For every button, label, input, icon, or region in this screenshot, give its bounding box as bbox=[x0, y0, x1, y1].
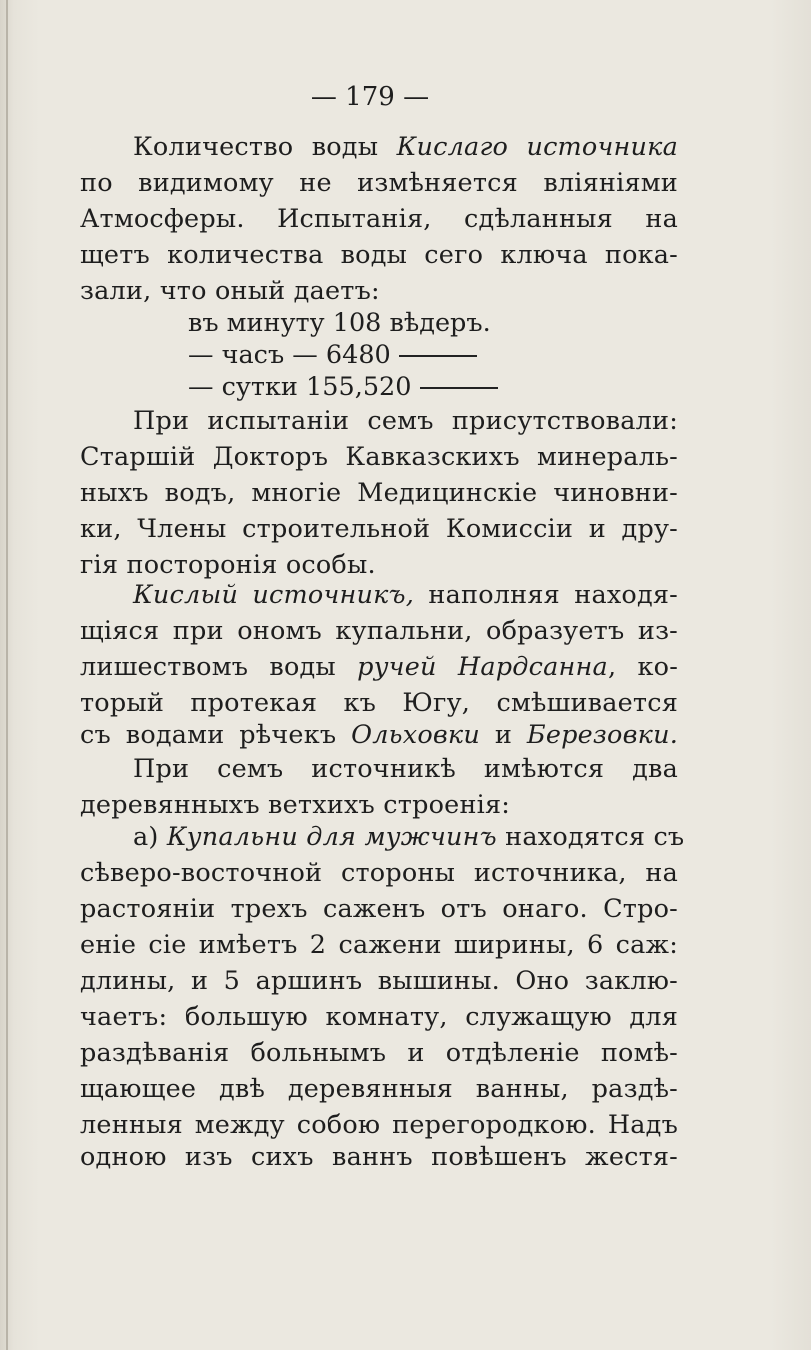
italic-text: Купальни для мужчинъ bbox=[166, 822, 497, 852]
text-line: гія посторонія особы. bbox=[80, 550, 376, 580]
text-line: ныхъ водъ, многіе Медицинскіе чиновни- bbox=[80, 478, 678, 508]
page-number: — 179 — bbox=[310, 82, 430, 112]
text-span: , ко- bbox=[607, 652, 679, 682]
text-span: и bbox=[479, 720, 527, 750]
text-line bbox=[133, 578, 678, 612]
text-line bbox=[133, 820, 685, 854]
text-line: щетъ количества воды сего ключа пока- bbox=[80, 240, 678, 270]
text-line: раздѣванія больнымъ и отдѣленіе помѣ- bbox=[80, 1038, 678, 1068]
text-span: находятся съ bbox=[496, 822, 685, 852]
yield-row-minute bbox=[188, 306, 491, 340]
italic-text: Кислый источникъ, bbox=[133, 580, 415, 610]
ditto-dash bbox=[399, 355, 477, 357]
italic-text: Кислаго источника bbox=[396, 132, 678, 162]
text-line: торый протекая къ Югу, смѣшивается bbox=[80, 688, 678, 718]
text-line: щіяся при ономъ купальни, образуетъ из- bbox=[80, 616, 678, 646]
yield-row-hour bbox=[188, 338, 477, 372]
text-line: еніе сіе имѣетъ 2 сажени ширины, 6 саж: bbox=[80, 930, 678, 960]
yield-row-text: — сутки 155,520 bbox=[188, 372, 412, 402]
yield-row-text: въ минуту 108 вѣдеръ. bbox=[188, 308, 491, 338]
text-line: сѣверо-восточной стороны источника, на bbox=[80, 858, 678, 888]
text-line: При семъ источникѣ имѣются два bbox=[133, 754, 678, 784]
ditto-dash bbox=[420, 387, 498, 389]
text-line: чаетъ: большую комнату, служащую для bbox=[80, 1002, 678, 1032]
italic-text: ручей Нардсанна bbox=[357, 652, 608, 682]
text-line: по видимому не измѣняется вліяніями bbox=[80, 168, 678, 198]
text-span: съ водами рѣчекъ bbox=[80, 720, 352, 750]
yield-row-day bbox=[188, 370, 498, 404]
text-line: ленныя между собою перегородкою. Надъ bbox=[80, 1110, 678, 1140]
text-span: наполняя находя- bbox=[414, 580, 678, 610]
yield-row-text: — часъ — 6480 bbox=[188, 340, 391, 370]
text-line: зали, что оный даетъ: bbox=[80, 276, 380, 306]
binding-gutter bbox=[6, 0, 8, 1350]
text-line: растояніи трехъ саженъ отъ онаго. Стро- bbox=[80, 894, 678, 924]
text-line bbox=[133, 130, 678, 164]
text-line: Атмосферы. Испытанія, сдѣланныя на bbox=[80, 204, 678, 234]
text-line: длины, и 5 аршинъ вышины. Оно заклю- bbox=[80, 966, 678, 996]
text-span: а) bbox=[133, 822, 167, 852]
italic-text: Березовки. bbox=[526, 720, 678, 750]
text-line: При испытаніи семъ присутствовали: bbox=[133, 406, 678, 436]
italic-text: Ольховки bbox=[351, 720, 480, 750]
text-line: ки, Члены строительной Комиссіи и дру- bbox=[80, 514, 678, 544]
text-span: Количество воды bbox=[133, 132, 397, 162]
text-line: деревянныхъ ветхихъ строенія: bbox=[80, 790, 511, 820]
text-line: щающее двѣ деревянныя ванны, раздѣ- bbox=[80, 1074, 678, 1104]
text-line bbox=[80, 718, 678, 752]
text-line: Старшій Докторъ Кавказскихъ минераль- bbox=[80, 442, 678, 472]
text-line: одною изъ сихъ ваннъ повѣшенъ жестя- bbox=[80, 1142, 678, 1172]
text-span: лишествомъ воды bbox=[80, 652, 358, 682]
text-line bbox=[80, 650, 678, 684]
